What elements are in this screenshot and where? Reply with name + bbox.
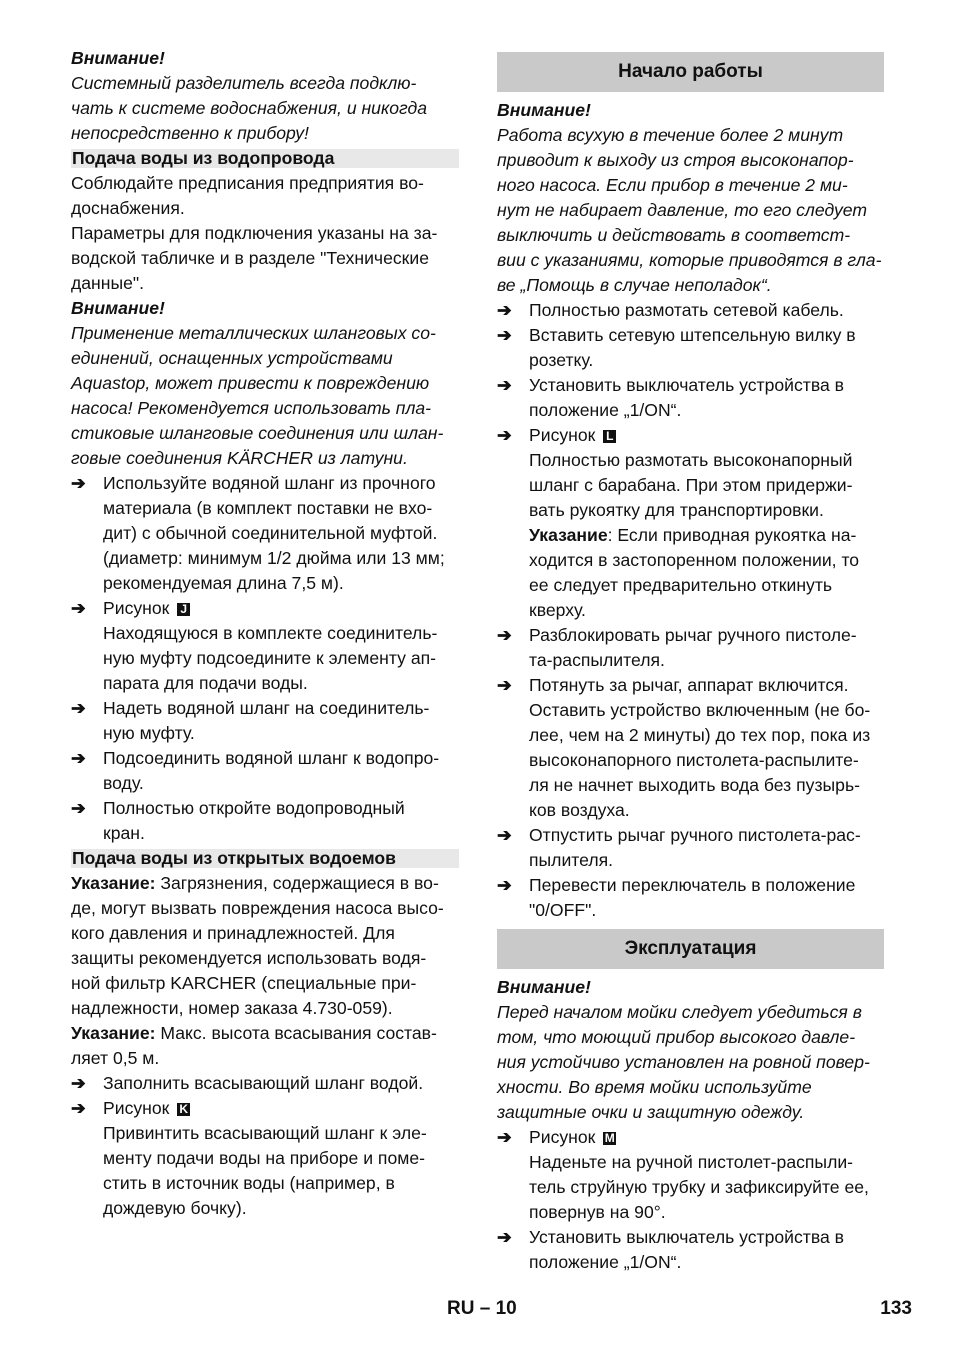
figure-ref — [103, 1096, 459, 1121]
step-line: Разблокировать рычаг ручного пистоле- — [529, 625, 857, 645]
figure-label: Рисунок — [103, 598, 170, 618]
arrow-icon: ➔ — [497, 300, 512, 320]
note-line — [529, 523, 884, 548]
step-line: Вставить сетевую штепсельную вилку в — [529, 325, 856, 345]
step-line: кран. — [103, 823, 145, 843]
figure-ref — [529, 1125, 884, 1150]
arrow-icon: ➔ — [497, 325, 512, 345]
arrow-icon: ➔ — [71, 598, 86, 618]
note-line — [71, 871, 459, 896]
text-line: водской табличке и в разделе "Технические — [71, 248, 429, 268]
warning-line: ного насоса. Если прибор в течение 2 ми- — [497, 175, 848, 195]
step-line: стить в источник воды (например, в — [103, 1173, 395, 1193]
step-line: Полностью размотать сетевой кабель. — [529, 300, 844, 320]
text-line: данные". — [71, 273, 145, 293]
step-line: Подсоединить водяной шланг к водопро- — [103, 748, 440, 768]
chapter-heading: Эксплуатация — [497, 929, 884, 969]
warning-line: Перед началом мойки следует убедиться в — [497, 1002, 862, 1022]
figure-ref — [529, 423, 884, 448]
step-line: ля не начнет выходить вода без пузырь- — [529, 775, 860, 795]
step-line: Перевести переключатель в положение — [529, 875, 856, 895]
step-item — [497, 323, 884, 373]
step-line: повернув на 90°. — [529, 1202, 666, 1222]
warning-line: хности. Во время мойки используйте — [497, 1077, 812, 1097]
step-line: Потянуть за рычаг, аппарат включится. — [529, 675, 849, 695]
step-line: ную муфту подсоедините к элементу ап- — [103, 648, 436, 668]
text-line: доснабжения. — [71, 198, 185, 218]
section-title: Подача воды из открытых водоемов — [71, 849, 459, 868]
warning-line: единений, оснащенных устройствами — [71, 348, 393, 368]
page-number: 133 — [880, 1298, 912, 1319]
step-item — [71, 1071, 459, 1096]
arrow-icon: ➔ — [497, 875, 512, 895]
step-line: (диаметр: минимум 1/2 дюйма или 13 мм; — [103, 548, 445, 568]
figure-label: Рисунок — [529, 425, 596, 445]
arrow-icon: ➔ — [497, 825, 512, 845]
warning-text — [71, 71, 459, 146]
step-item — [497, 873, 884, 923]
step-item — [71, 746, 459, 796]
step-line: ную муфту. — [103, 723, 195, 743]
step-line: воду. — [103, 773, 144, 793]
step-line: та-распылителя. — [529, 650, 665, 670]
warning-label: Внимание! — [71, 298, 165, 318]
figure-ref — [103, 596, 459, 621]
step-line: розетку. — [529, 350, 594, 370]
chapter-heading: Начало работы — [497, 52, 884, 92]
step-item — [71, 1096, 459, 1221]
step-line: положение „1/ON“. — [529, 1252, 682, 1272]
footer-section-label: RU – 10 — [447, 1298, 517, 1319]
note-line: кого давления и принадлежностей. Для — [71, 923, 395, 943]
figure-letter-badge: L — [603, 430, 616, 443]
step-line: парата для подачи воды. — [103, 673, 308, 693]
step-line: пылителя. — [529, 850, 614, 870]
arrow-icon: ➔ — [71, 1098, 86, 1118]
warning-line: выключить и действовать в соответст- — [497, 225, 851, 245]
warning-line: Системный разделитель всегда подклю- — [71, 73, 417, 93]
left-column — [71, 46, 459, 1221]
step-line: материала (в комплект поставки не вхо- — [103, 498, 433, 518]
step-item — [497, 673, 884, 823]
arrow-icon: ➔ — [71, 1073, 86, 1093]
paragraph — [71, 171, 459, 221]
note-label: Указание: — [71, 1023, 156, 1043]
step-item — [497, 1125, 884, 1225]
step-item — [71, 796, 459, 846]
step-line: Полностью откройте водопроводный — [103, 798, 405, 818]
arrow-icon: ➔ — [497, 625, 512, 645]
warning-line: нут не набирает давление, то его следует — [497, 200, 868, 220]
warning-line: приводит к выходу из строя высоконапор- — [497, 150, 854, 170]
section-title: Подача воды из водопровода — [71, 149, 459, 168]
step-line: лее, чем на 2 минуты) до тех пор, пока из — [529, 725, 871, 745]
arrow-icon: ➔ — [71, 473, 86, 493]
step-item — [71, 596, 459, 696]
step-line: дит) с обычной соединительной муфтой. — [103, 523, 438, 543]
step-item — [497, 823, 884, 873]
warning-label: Внимание! — [497, 977, 591, 997]
text-line: Соблюдайте предписания предприятия во- — [71, 173, 424, 193]
warning-line: Работа всухую в течение более 2 минут — [497, 125, 844, 145]
step-line: Установить выключатель устройства в — [529, 1227, 845, 1247]
arrow-icon: ➔ — [497, 425, 512, 445]
step-item — [497, 298, 884, 323]
note-line: ее следует предварительно откинуть — [529, 575, 833, 595]
warning-line: защитные очки и защитную одежду. — [497, 1102, 805, 1122]
note-text: Загрязнения, содержащиеся в во- — [155, 873, 439, 893]
warning-text — [497, 123, 884, 298]
step-line: Наденьте на ручной пистолет-распыли- — [529, 1152, 854, 1172]
step-line: Заполнить всасывающий шланг водой. — [103, 1073, 424, 1093]
arrow-icon: ➔ — [71, 698, 86, 718]
warning-line: непосредственно к прибору! — [71, 123, 309, 143]
step-line: Привинтить всасывающий шланг к эле- — [103, 1123, 427, 1143]
note-text: : Если приводная рукоятка на- — [607, 525, 857, 545]
note-line: ходится в застопоренном положении, то — [529, 550, 860, 570]
figure-letter-badge: K — [177, 1103, 190, 1116]
warning-line: Aquastop, может привести к повреждению — [71, 373, 430, 393]
step-line: Оставить устройство включенным (не бо- — [529, 700, 871, 720]
figure-letter-badge: J — [177, 603, 190, 616]
warning-line: том, что моющий прибор высокого давле- — [497, 1027, 856, 1047]
note-label: Указание: — [71, 873, 156, 893]
step-item — [71, 696, 459, 746]
step-line: положение „1/ON“. — [529, 400, 682, 420]
note-line: надлежности, номер заказа 4.730-059). — [71, 998, 393, 1018]
step-line: Установить выключатель устройства в — [529, 375, 845, 395]
step-line: "0/OFF". — [529, 900, 597, 920]
warning-line: ве „Помощь в случае неполадок“. — [497, 275, 772, 295]
step-line: Находящуюся в комплекте соединитель- — [103, 623, 438, 643]
warning-line: стиковые шланговые соединения или шлан- — [71, 423, 444, 443]
arrow-icon: ➔ — [497, 1227, 512, 1247]
warning-line: насоса! Рекомендуется использовать пла- — [71, 398, 432, 418]
note-line: де, могут вызвать повреждения насоса высо- — [71, 898, 444, 918]
figure-label: Рисунок — [529, 1127, 596, 1147]
note-paragraph — [71, 871, 459, 1021]
step-line: менту подачи воды на приборе и поме- — [103, 1148, 425, 1168]
note-label: Указание — [529, 525, 608, 545]
note-line: ляет 0,5 м. — [71, 1048, 160, 1068]
note-line: кверху. — [529, 600, 586, 620]
step-item — [497, 423, 884, 623]
warning-label: Внимание! — [497, 100, 591, 120]
note-text: Макс. высота всасывания состав- — [155, 1023, 437, 1043]
arrow-icon: ➔ — [497, 1127, 512, 1147]
warning-text — [71, 321, 459, 471]
step-line: ков воздуха. — [529, 800, 630, 820]
step-item — [497, 373, 884, 423]
note-line: ной фильтр KARCHER (специальные при- — [71, 973, 417, 993]
figure-label: Рисунок — [103, 1098, 170, 1118]
warning-line: говые соединения KÄRCHER из латуни. — [71, 448, 408, 468]
step-item — [71, 471, 459, 596]
step-line: Надеть водяной шланг на соединитель- — [103, 698, 430, 718]
warning-line: ния устойчиво установлен на ровной повер- — [497, 1052, 870, 1072]
step-item — [497, 1225, 884, 1275]
step-line: рекомендуемая длина 7,5 м). — [103, 573, 344, 593]
warning-line: чать к системе водоснабжения, и никогда — [71, 98, 428, 118]
warning-text — [497, 1000, 884, 1125]
note-line: защиты рекомендуется использовать водя- — [71, 948, 427, 968]
step-line: тель струйную трубку и зафиксируйте ее, — [529, 1177, 869, 1197]
text-line: Параметры для подключения указаны на за- — [71, 223, 438, 243]
arrow-icon: ➔ — [497, 375, 512, 395]
note-paragraph — [71, 1021, 459, 1071]
step-line: Отпустить рычаг ручного пистолета-рас- — [529, 825, 861, 845]
figure-letter-badge: M — [604, 1131, 615, 1145]
step-line: дождевую бочку). — [103, 1198, 247, 1218]
step-line: вать рукоятку для транспортировки. — [529, 500, 824, 520]
arrow-icon: ➔ — [71, 798, 86, 818]
warning-line: Применение металлических шланговых со- — [71, 323, 436, 343]
step-line: шланг с барабана. При этом придержи- — [529, 475, 853, 495]
arrow-icon: ➔ — [71, 748, 86, 768]
step-line: Используйте водяной шланг из прочного — [103, 473, 436, 493]
warning-line: вии с указаниями, которые приводятся в гла- — [497, 250, 882, 270]
step-line: Полностью размотать высоконапорный — [529, 450, 853, 470]
step-line: высоконапорного пистолета-распылите- — [529, 750, 859, 770]
warning-label: Внимание! — [71, 48, 165, 68]
note-line — [71, 1021, 459, 1046]
paragraph — [71, 221, 459, 296]
step-item — [497, 623, 884, 673]
right-column — [497, 46, 884, 1275]
arrow-icon: ➔ — [497, 675, 512, 695]
